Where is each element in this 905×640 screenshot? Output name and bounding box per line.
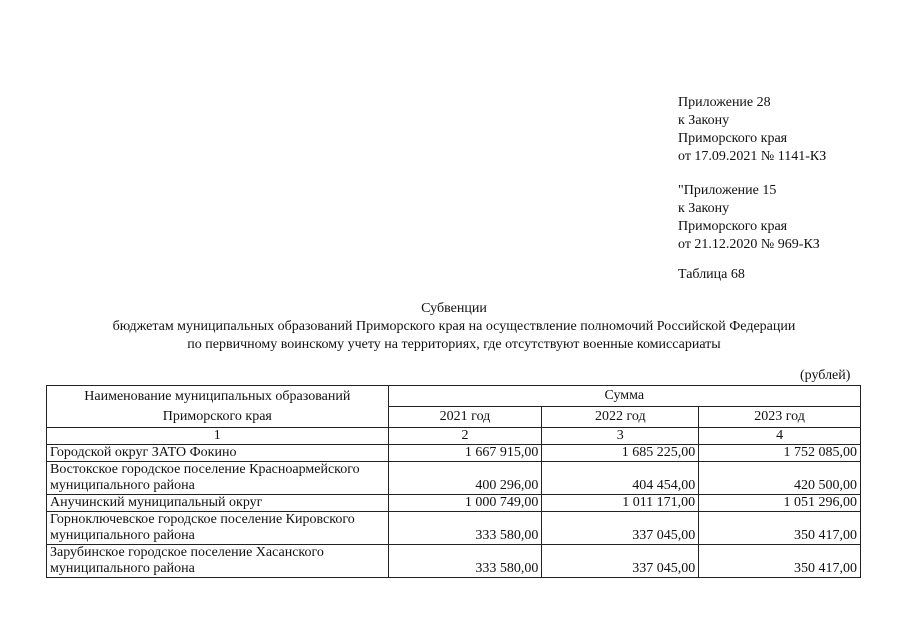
prev-appendix-line: к Закону — [678, 201, 730, 216]
appendix-line: Приложение 28 — [678, 95, 771, 110]
municipality-name: Анучинский муниципальный округ — [47, 495, 389, 512]
municipality-name: Городской округ ЗАТО Фокино — [47, 445, 389, 462]
amount-2021: 333 580,00 — [388, 512, 542, 545]
document-title — [40, 300, 868, 354]
column-number: 2 — [388, 428, 542, 445]
sum-header: Сумма — [388, 386, 860, 407]
table-row — [47, 445, 861, 462]
appendix-line: от 17.09.2021 № 1141-КЗ — [678, 149, 827, 164]
amount-2022: 404 454,00 — [542, 462, 699, 495]
amount-2021: 1 667 915,00 — [388, 445, 542, 462]
amount-2021: 1 000 749,00 — [388, 495, 542, 512]
title-line: Субвенции — [421, 301, 487, 316]
amount-2023: 1 051 296,00 — [699, 495, 861, 512]
units-label: (рублей) — [800, 368, 851, 383]
amount-2023: 420 500,00 — [699, 462, 861, 495]
column-number-row — [47, 428, 861, 445]
amount-2021: 400 296,00 — [388, 462, 542, 495]
amount-2023: 350 417,00 — [699, 512, 861, 545]
amount-2022: 337 045,00 — [542, 545, 699, 578]
amount-2021: 333 580,00 — [388, 545, 542, 578]
column-number: 1 — [47, 428, 389, 445]
appendix-header — [678, 94, 898, 254]
appendix-line: к Закону — [678, 113, 730, 128]
appendix-line: Приморского края — [678, 131, 788, 146]
subventions-table — [46, 385, 861, 578]
prev-appendix-line: Приморского края — [678, 219, 788, 234]
table-row — [47, 495, 861, 512]
municipality-name: Горноключевское городское поселение Кировского муниципального района — [47, 512, 389, 545]
table-row — [47, 512, 861, 545]
title-line: по первичному воинскому учету на территориях, где отсутствуют военные комиссариаты — [187, 337, 721, 352]
prev-appendix-line: "Приложение 15 — [678, 183, 777, 198]
spacer — [678, 166, 898, 182]
column-number: 4 — [699, 428, 861, 445]
table-label: Таблица 68 — [678, 267, 745, 282]
amount-2022: 1 685 225,00 — [542, 445, 699, 462]
year-header: 2022 год — [542, 407, 699, 428]
prev-appendix-line: от 21.12.2020 № 969-КЗ — [678, 237, 820, 252]
amount-2023: 350 417,00 — [699, 545, 861, 578]
year-header: 2021 год — [388, 407, 542, 428]
year-header: 2023 год — [699, 407, 861, 428]
municipality-name: Зарубинское городское поселение Хасанского муниципального района — [47, 545, 389, 578]
amount-2023: 1 752 085,00 — [699, 445, 861, 462]
title-line: бюджетам муниципальных образований Приморского края на осуществление полномочий Российской Федерации — [112, 319, 796, 334]
amount-2022: 337 045,00 — [542, 512, 699, 545]
table-row — [47, 462, 861, 495]
municipality-name: Востокское городское поселение Красноармейского муниципального района — [47, 462, 389, 495]
name-column-header: Наименование муниципальных образований Приморского края — [47, 386, 389, 428]
table-row — [47, 545, 861, 578]
amount-2022: 1 011 171,00 — [542, 495, 699, 512]
column-number: 3 — [542, 428, 699, 445]
